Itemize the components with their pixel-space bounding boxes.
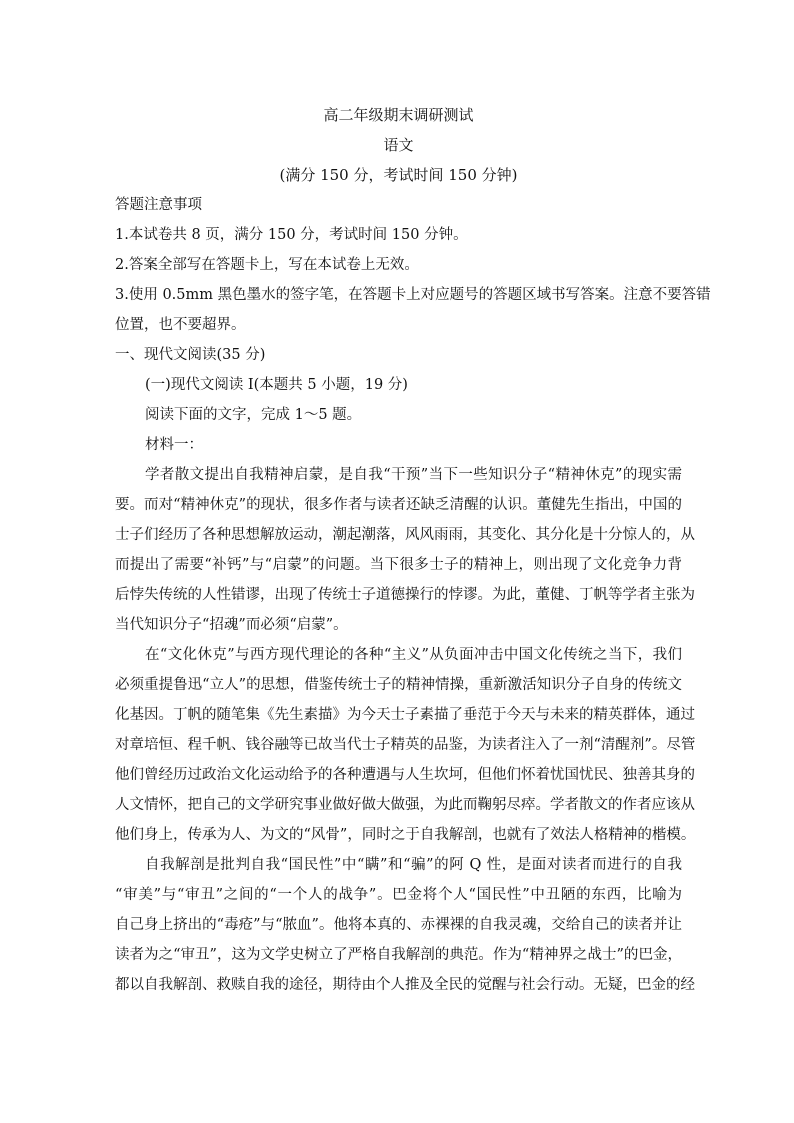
subsection-heading: (一)现代文阅读 I(本题共 5 小题，19 分)	[145, 377, 408, 393]
paragraph-line: 必须重提鲁迅“立人”的思想，借鉴传统士子的精神情操，重新激活知识分子自身的传统文	[115, 677, 682, 693]
paragraph-line: 自我解剖是批判自我“国民性”中“瞒”和“骗”的阿 Q 性，是面对读者而进行的自我	[145, 857, 682, 873]
paragraph-line: 要。而对“精神休克”的现状，很多作者与读者还缺乏清醒的认识。董健先生指出，中国的	[115, 497, 682, 513]
section-heading: 一、现代文阅读(35 分)	[115, 347, 266, 363]
paragraph-line: 学者散文提出自我精神启蒙，是自我“干预”当下一些知识分子“精神休克”的现实需	[145, 467, 682, 483]
paragraph-line: 他们身上，传承为人、为文的“风骨”，同时之于自我解剖，也就有了效法人格精神的楷模。	[115, 827, 696, 843]
paragraph-line: 化基因。丁帆的随笔集《先生素描》为今天士子素描了垂范于今天与未来的精英群体，通过	[115, 707, 695, 723]
exam-subject: 语文	[383, 136, 414, 154]
paragraph-line: 读者为之“审丑”，这为文学史树立了严格自我解剖的典范。作为“精神界之战士”的巴金，	[115, 947, 682, 963]
note-item-3: 3.使用 0.5mm 黑色墨水的签字笔，在答题卡上对应题号的答题区域书写答案。注意不要答错	[115, 287, 711, 303]
paragraph-2	[115, 640, 696, 850]
note-item-3-cont: 位置，也不要超界。	[115, 317, 246, 333]
material-label: 材料一：	[145, 437, 203, 453]
exam-info: (满分 150 分，考试时间 150 分钟)	[279, 166, 518, 184]
exam-title: 高二年级期末调研测试	[323, 106, 474, 124]
paragraph-line: 自己身上挤出的“毒疮”与“脓血”。他将本真的、赤裸裸的自我灵魂，交给自己的读者并让	[115, 917, 682, 933]
paragraph-line: 而提出了需要“补钙”与“启蒙”的问题。当下很多士子的精神上，则出现了文化竞争力背	[115, 557, 682, 573]
paragraph-3	[115, 850, 695, 1000]
paragraph-line: 他们曾经历过政治文化运动给予的各种遭遇与人生坎坷，但他们怀着忧国忧民、独善其身的	[115, 767, 695, 783]
paragraph-line: 都以自我解剖、救赎自我的途径，期待由个人推及全民的觉醒与社会行动。无疑，巴金的经	[115, 977, 695, 993]
paragraph-line: 人文情怀，把自己的文学研究事业做好做大做强，为此而鞠躬尽瘁。学者散文的作者应该从	[115, 797, 695, 813]
paragraph-line: 后悖失传统的人性错谬，出现了传统士子道德操行的悖谬。为此，董健、丁帆等学者主张为	[115, 587, 695, 603]
paragraph-line: 士子们经历了各种思想解放运动，潮起潮落，风风雨雨，其变化、其分化是十分惊人的，从	[115, 527, 695, 543]
paragraph-line: 在“文化休克”与西方现代理论的各种“主义”从负面冲击中国文化传统之当下，我们	[145, 647, 682, 663]
note-item-2: 2.答案全部写在答题卡上，写在本试卷上无效。	[115, 257, 419, 273]
paragraph-line: 当代知识分子“招魂”而必须“启蒙”。	[115, 617, 348, 633]
paragraph-1	[115, 460, 695, 640]
paragraph-line: “审美”与“审丑”之间的“一个人的战争”。巴金将个人“国民性”中丑陋的东西，比喻为	[115, 887, 682, 903]
notes-heading: 答题注意事项	[115, 197, 202, 213]
paragraph-line: 对章培恒、程千帆、钱谷融等已故当代士子精英的品鉴，为读者注入了一剂“清醒剂”。尽管	[115, 737, 696, 753]
note-item-1: 1.本试卷共 8 页，满分 150 分，考试时间 150 分钟。	[115, 227, 468, 243]
reading-instruction: 阅读下面的文字，完成 1～5 题。	[145, 407, 362, 423]
